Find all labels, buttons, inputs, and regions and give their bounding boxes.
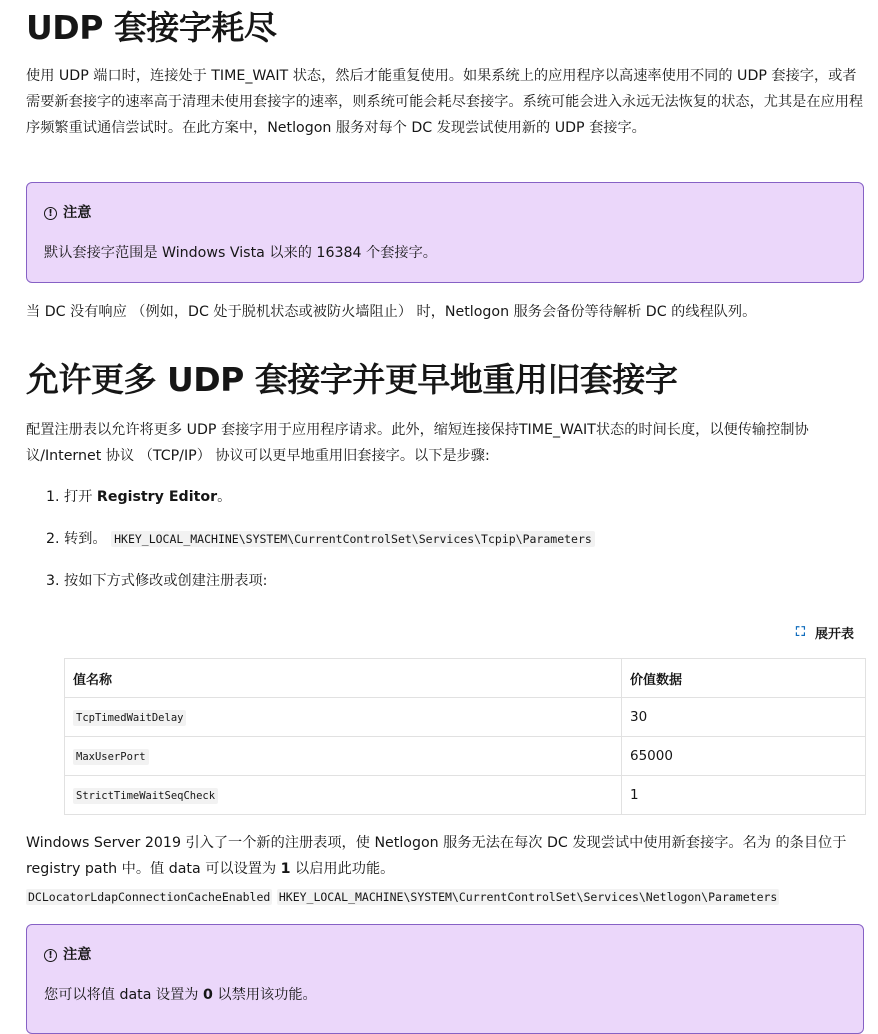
value-name: MaxUserPort [73, 749, 149, 765]
tcpip-registry-path: HKEY_LOCAL_MACHINE\SYSTEM\CurrentControlSet\Services\Tcpip\Parameters [111, 531, 595, 547]
note-callout [26, 924, 864, 1034]
column-header-value-data: 价值数据 [622, 659, 866, 698]
dc-unresponsive-paragraph: 当 DC 没有响应 （例如，DC 处于脱机状态或被防火墙阻止） 时，Netlogon 服务会备份等待解析 DC 的线程队列。 [26, 304, 757, 320]
expand-table-button[interactable] [796, 623, 854, 642]
step2-prefix: 转到。 [64, 531, 107, 547]
ws2019-text: Windows Server 2019 引入了一个新的注册表项，使 Netlogon 服务无法在每次 DC 发现尝试中使用新套接字。名为 的条目位于 registry path 中。值 data 可以设置为 [26, 835, 847, 877]
heading-udp-socket-exhaustion: UDP 套接字耗尽 [26, 8, 277, 47]
table-row [65, 737, 866, 776]
dclocator-entry-name: DCLocatorLdapConnectionCacheEnabled [28, 890, 271, 904]
expand-icon: ⛶ [795, 625, 805, 640]
value-name: StrictTimeWaitSeqCheck [73, 788, 218, 804]
value-name-cell [65, 737, 622, 776]
disable-value: 0 [203, 987, 213, 1003]
note-title [44, 945, 91, 965]
intro-paragraph: 使用 UDP 端口时，连接处于 TIME_WAIT 状态，然后才能重复使用。如果系统上的应用程序以高速率使用不同的 UDP 套接字，或者需要新套接字的速率高于清理未使用套接字的速率，则系统可能会耗尽套接字。系统可能会进入永远无法恢复的状态，尤其是在应用程序频繁重试通信尝试时。在此方案中，Netlogon 服务对每个 DC 发现尝试使用新的 UDP 套接字。 [26, 68, 864, 136]
step1-prefix: 打开 [64, 489, 97, 505]
step-item [64, 526, 864, 568]
step3-text: 按如下方式修改或创建注册表项: [64, 573, 268, 589]
step1-suffix: 。 [217, 489, 232, 505]
value-data-cell: 65000 [622, 737, 866, 776]
note-title-text: 注意 [63, 947, 92, 963]
note-callout [26, 182, 864, 283]
info-icon: ! [44, 949, 57, 962]
enable-value: 1 [280, 861, 291, 877]
note-body: 默认套接字范围是 Windows Vista 以来的 16384 个套接字。 [44, 245, 437, 261]
registry-values-table [64, 658, 866, 815]
value-data-cell: 1 [622, 776, 866, 815]
config-intro-paragraph: 配置注册表以允许将更多 UDP 套接字用于应用程序请求。此外，缩短连接保持TIME_WAIT状态的时间长度，以便传输控制协议/Internet 协议 （TCP/IP） 协议可以更早地重用旧套接字。以下是步骤: [26, 422, 809, 464]
note-body-suffix: 以禁用该功能。 [212, 987, 317, 1003]
steps-list [26, 484, 864, 610]
value-name-cell [65, 698, 622, 737]
table-row [65, 698, 866, 737]
note-title-text: 注意 [63, 205, 92, 221]
step-item [64, 568, 864, 610]
column-header-value-name: 值名称 [65, 659, 622, 698]
registry-editor-label: Registry Editor [96, 489, 218, 505]
netlogon-registry-path: HKEY_LOCAL_MACHINE\SYSTEM\CurrentControlSet\Services\Netlogon\Parameters [278, 890, 778, 904]
note-body-prefix: 您可以将值 data 设置为 [44, 987, 203, 1003]
note-body [44, 985, 317, 1005]
ws2019-text-end: 以启用此功能。 [290, 861, 395, 877]
registry-codes-line [26, 884, 866, 910]
table-row [65, 776, 866, 815]
step-item [64, 484, 864, 526]
table-header-row [65, 659, 866, 698]
value-name: TcpTimedWaitDelay [73, 710, 186, 726]
info-icon: ! [44, 207, 57, 220]
expand-table-label: 展开表 [814, 627, 854, 642]
windows-server-2019-paragraph [26, 830, 866, 910]
heading-allow-more-sockets: 允许更多 UDP 套接字并更早地重用旧套接字 [26, 360, 678, 399]
note-title [44, 203, 91, 223]
value-name-cell [65, 776, 622, 815]
value-data-cell: 30 [622, 698, 866, 737]
